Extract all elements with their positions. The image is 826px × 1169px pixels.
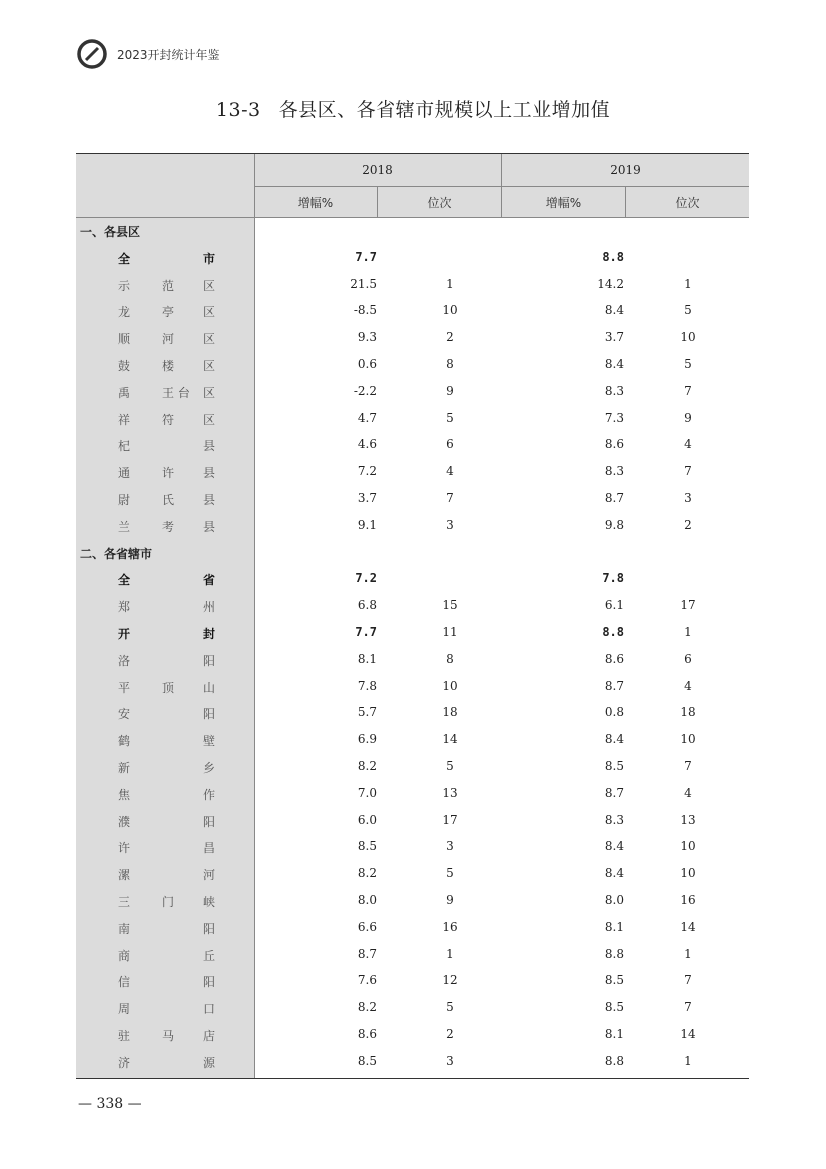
section-label: 二、各省辖市 — [80, 546, 153, 561]
growth-2019: 8.6 — [604, 651, 624, 666]
rank-2018: 5 — [446, 866, 454, 881]
region-name-part: 信 — [118, 975, 131, 990]
rank-2018: 16 — [442, 919, 458, 934]
region-name-part: 门 — [162, 894, 175, 909]
rank-2018: 3 — [446, 839, 454, 854]
growth-2018: 7.0 — [357, 785, 377, 800]
region-name-part: 新 — [118, 760, 131, 775]
growth-2019: 8.5 — [604, 758, 624, 773]
rank-2019: 13 — [680, 812, 696, 827]
table-row — [76, 967, 749, 994]
growth-2018: 8.1 — [357, 651, 377, 666]
region-name-part: 漯 — [118, 868, 131, 883]
bottom-rule — [76, 1078, 749, 1079]
growth-2019: 8.7 — [604, 678, 624, 693]
region-name-part: 兰 — [118, 519, 131, 534]
growth-2019: 8.6 — [604, 437, 624, 452]
region-name-part: 作 — [203, 787, 216, 802]
table-row — [76, 646, 749, 673]
rank-2018: 9 — [446, 383, 454, 398]
growth-2019: 6.1 — [604, 598, 624, 613]
region-name-part: 周 — [118, 1002, 131, 1017]
table-row — [76, 860, 749, 887]
rank-2019: 1 — [684, 946, 692, 961]
table-row — [76, 726, 749, 753]
growth-2019: 9.8 — [604, 517, 624, 532]
col-year-2019: 2019 — [610, 163, 641, 177]
region-name-part: 源 — [203, 1055, 216, 1070]
region-name-part: 区 — [203, 332, 216, 347]
region-name-part: 区 — [203, 385, 216, 400]
region-name-part: 南 — [118, 921, 131, 936]
page-number: — 338 — — [78, 1096, 142, 1112]
region-name-part: 开 — [118, 626, 131, 641]
rank-2019: 10 — [680, 866, 696, 881]
region-name-part: 商 — [118, 948, 131, 963]
region-name-part: 封 — [203, 626, 216, 641]
table-row — [76, 1048, 749, 1075]
rank-2018: 18 — [442, 705, 458, 720]
col-growth-2019: 增幅% — [545, 196, 582, 210]
growth-2018: 9.1 — [357, 517, 377, 532]
rank-2018: 2 — [446, 330, 454, 345]
region-name-part: 区 — [203, 278, 216, 293]
region-name-part: 区 — [203, 305, 216, 320]
col-rank-2018: 位次 — [427, 196, 452, 210]
growth-2019: 8.1 — [604, 919, 624, 934]
region-name-part: 焦 — [118, 787, 131, 802]
rank-2018: 5 — [446, 1000, 454, 1015]
region-name-part: 郑 — [118, 600, 131, 615]
region-name-part: 氏 — [162, 492, 175, 507]
growth-2018: 6.6 — [357, 919, 377, 934]
table-row — [76, 565, 749, 592]
col-rank-2019: 位次 — [675, 196, 700, 210]
table-row — [76, 297, 749, 324]
growth-2018: 8.7 — [357, 946, 377, 961]
region-name-part: 全 — [118, 251, 131, 266]
rank-2018: 11 — [442, 624, 458, 639]
growth-2019: 8.8 — [602, 624, 624, 639]
region-name-part: 市 — [203, 251, 216, 266]
growth-2019: 8.4 — [604, 839, 624, 854]
table-row — [76, 485, 749, 512]
rank-2018: 13 — [442, 785, 458, 800]
growth-2018: 8.5 — [357, 1053, 377, 1068]
growth-2019: 8.4 — [604, 866, 624, 881]
growth-2018: 6.8 — [357, 598, 377, 613]
region-name-part: 楼 — [162, 358, 175, 373]
table-row — [76, 807, 749, 834]
growth-2018: 8.2 — [357, 1000, 377, 1015]
growth-2019: 8.8 — [604, 1053, 624, 1068]
growth-2019: 8.7 — [604, 785, 624, 800]
region-name-part: 县 — [203, 466, 216, 481]
rank-2019: 18 — [680, 705, 696, 720]
region-name-part: 阳 — [203, 814, 216, 829]
table-row — [76, 592, 749, 619]
region-name-part: 县 — [203, 492, 216, 507]
region-name-part: 阳 — [203, 653, 216, 668]
growth-2018: 6.9 — [357, 732, 377, 747]
rank-2018: 3 — [446, 517, 454, 532]
growth-2018: 7.8 — [357, 678, 377, 693]
region-name-part: 州 — [203, 600, 216, 615]
region-name-part: 丘 — [203, 948, 216, 963]
region-name-part: 平 — [118, 680, 131, 695]
region-name-part: 省 — [203, 573, 216, 588]
region-name-part: 示 — [118, 278, 131, 293]
region-name-part: 三 — [118, 894, 131, 909]
rank-2018: 17 — [442, 812, 458, 827]
rank-2018: 10 — [442, 303, 458, 318]
region-name-part: 县 — [203, 439, 216, 454]
rank-2019: 3 — [684, 490, 692, 505]
rank-2019: 5 — [684, 303, 692, 318]
region-name-part: 龙 — [118, 305, 131, 320]
col-growth-2018: 增幅% — [297, 196, 334, 210]
top-rule — [76, 153, 749, 154]
rank-2019: 9 — [684, 410, 692, 425]
growth-2018: -8.5 — [353, 303, 377, 318]
growth-2019: 8.8 — [602, 249, 624, 264]
growth-2018: 8.6 — [357, 1026, 377, 1041]
rank-2018: 12 — [442, 973, 458, 988]
section-label: 一、各县区 — [80, 225, 141, 239]
region-name-part: 河 — [162, 332, 175, 347]
table-row — [76, 699, 749, 726]
table-title: 各县区、各省辖市规模以上工业增加值 — [278, 99, 611, 121]
table-row — [76, 271, 749, 298]
rank-2018: 2 — [446, 1026, 454, 1041]
growth-2018: 21.5 — [350, 276, 377, 291]
rank-2019: 4 — [684, 678, 692, 693]
rank-2018: 9 — [446, 892, 454, 907]
table-row — [76, 431, 749, 458]
region-name-part: 符 — [162, 412, 175, 427]
region-name-part: 壁 — [203, 734, 216, 749]
table-number: 13-3 — [215, 99, 261, 121]
region-name-part: 县 — [203, 519, 216, 534]
growth-2018: 7.2 — [357, 464, 377, 479]
growth-2019: 8.4 — [604, 303, 624, 318]
growth-2018: 5.7 — [357, 705, 377, 720]
rank-2018: 1 — [446, 276, 454, 291]
region-name-part: 考 — [162, 519, 175, 534]
table-row — [76, 324, 749, 351]
region-name-part: 昌 — [203, 841, 216, 856]
growth-2019: 8.4 — [604, 356, 624, 371]
rank-2019: 7 — [684, 973, 692, 988]
subheader-rule — [254, 186, 749, 187]
rank-2018: 8 — [446, 651, 454, 666]
table-row — [76, 244, 749, 271]
region-name-part: 亭 — [162, 305, 175, 320]
growth-2019: 14.2 — [597, 276, 624, 291]
growth-2018: 7.7 — [355, 249, 377, 264]
rank-2019: 1 — [684, 276, 692, 291]
table-row — [76, 512, 749, 539]
growth-2018: 8.5 — [357, 839, 377, 854]
rank-2018: 8 — [446, 356, 454, 371]
growth-2018: 8.0 — [357, 892, 377, 907]
table-row — [76, 619, 749, 646]
growth-2019: 8.8 — [604, 946, 624, 961]
growth-2019: 0.8 — [604, 705, 624, 720]
region-name-part: 阳 — [203, 707, 216, 722]
region-name-part: 驻 — [118, 1028, 131, 1043]
region-name-part: 店 — [203, 1028, 216, 1043]
growth-2019: 8.3 — [604, 464, 624, 479]
table-row — [76, 673, 749, 700]
growth-2019: 8.7 — [604, 490, 624, 505]
region-name-part: 顺 — [118, 332, 131, 347]
table-row — [76, 780, 749, 807]
growth-2018: 0.6 — [357, 356, 377, 371]
rank-2019: 16 — [680, 892, 696, 907]
region-name-part: 尉 — [118, 492, 131, 507]
rank-2018: 5 — [446, 410, 454, 425]
rank-2019: 10 — [680, 330, 696, 345]
growth-2018: 4.7 — [357, 410, 377, 425]
rank-2019: 7 — [684, 1000, 692, 1015]
rank-2019: 2 — [684, 517, 692, 532]
rank-2018: 6 — [446, 437, 454, 452]
table-row — [76, 994, 749, 1021]
region-name-part: 安 — [118, 707, 131, 722]
rank-2019: 17 — [680, 598, 696, 613]
growth-2018: 7.6 — [357, 973, 377, 988]
region-name-part: 鼓 — [118, 358, 131, 373]
growth-2019: 8.5 — [604, 973, 624, 988]
rank-2019: 7 — [684, 758, 692, 773]
region-name-part: 祥 — [118, 412, 131, 427]
rank-2018: 15 — [442, 598, 458, 613]
growth-2019: 8.0 — [604, 892, 624, 907]
page-header — [75, 36, 220, 72]
table-row — [76, 833, 749, 860]
rank-2018: 14 — [442, 732, 458, 747]
growth-2019: 8.3 — [604, 812, 624, 827]
table-body — [76, 217, 749, 1075]
rank-2019: 10 — [680, 732, 696, 747]
rank-2018: 4 — [446, 464, 454, 479]
region-name-part: 许 — [162, 466, 175, 481]
rank-2018: 1 — [446, 946, 454, 961]
rank-2019: 4 — [684, 437, 692, 452]
region-name-part: 乡 — [203, 760, 216, 775]
region-name-part: 顶 — [162, 680, 175, 695]
region-name-part: 区 — [203, 358, 216, 373]
growth-2019: 8.4 — [604, 732, 624, 747]
growth-2018: 8.2 — [357, 758, 377, 773]
region-name-part: 马 — [162, 1028, 175, 1043]
page-title — [0, 95, 826, 122]
table-row — [76, 378, 749, 405]
table-row — [76, 941, 749, 968]
table-row — [76, 753, 749, 780]
region-name-part: 洛 — [118, 653, 131, 668]
growth-2018: 4.6 — [357, 437, 377, 452]
table-row — [76, 351, 749, 378]
growth-2018: 3.7 — [357, 490, 377, 505]
region-name-part: 山 — [203, 680, 216, 695]
growth-2019: 7.3 — [604, 410, 624, 425]
growth-2018: -2.2 — [353, 383, 377, 398]
growth-2018: 9.3 — [357, 330, 377, 345]
rank-2019: 1 — [684, 1053, 692, 1068]
region-name-part: 阳 — [203, 975, 216, 990]
region-name-part: 河 — [203, 868, 216, 883]
rank-2019: 5 — [684, 356, 692, 371]
table-row — [76, 405, 749, 432]
rank-2019: 7 — [684, 383, 692, 398]
region-name-part: 范 — [162, 278, 175, 293]
table-row — [76, 1021, 749, 1048]
region-name-part: 鹤 — [118, 734, 131, 749]
book-title: 2023开封统计年鉴 — [117, 47, 220, 62]
region-name-part: 区 — [203, 412, 216, 427]
growth-2019: 7.8 — [602, 571, 624, 586]
rank-2019: 1 — [684, 624, 692, 639]
table-row — [76, 914, 749, 941]
table-row — [76, 887, 749, 914]
rank-2019: 14 — [680, 919, 696, 934]
growth-2019: 3.7 — [604, 330, 624, 345]
growth-2018: 8.2 — [357, 866, 377, 881]
rank-2018: 7 — [446, 490, 454, 505]
region-name-part: 许 — [118, 841, 131, 856]
region-name-part: 阳 — [203, 921, 216, 936]
rank-2018: 3 — [446, 1053, 454, 1068]
growth-2018: 6.0 — [357, 812, 377, 827]
table-row — [76, 458, 749, 485]
region-name-part: 杞 — [118, 439, 131, 454]
growth-2018: 7.2 — [355, 571, 377, 586]
rank-2018: 10 — [442, 678, 458, 693]
region-name-part: 全 — [118, 573, 131, 588]
region-name-part: 濮 — [118, 814, 131, 829]
region-name-part: 口 — [203, 1002, 216, 1017]
growth-2019: 8.3 — [604, 383, 624, 398]
section-row — [76, 539, 749, 566]
rank-2018: 5 — [446, 758, 454, 773]
rank-2019: 6 — [684, 651, 692, 666]
region-name-part: 峡 — [203, 894, 216, 909]
growth-2018: 7.7 — [355, 624, 377, 639]
growth-2019: 8.1 — [604, 1026, 624, 1041]
region-name-part: 通 — [118, 466, 131, 481]
col-year-2018: 2018 — [362, 163, 393, 177]
growth-2019: 8.5 — [604, 1000, 624, 1015]
rank-2019: 4 — [684, 785, 692, 800]
rank-2019: 14 — [680, 1026, 696, 1041]
rank-2019: 7 — [684, 464, 692, 479]
region-name-part: 禹 — [118, 385, 131, 400]
region-name-part: 王 台 — [162, 385, 190, 400]
section-row — [76, 217, 749, 244]
region-name-part: 济 — [118, 1055, 131, 1070]
yearbook-logo-icon — [75, 37, 109, 71]
rank-2019: 10 — [680, 839, 696, 854]
